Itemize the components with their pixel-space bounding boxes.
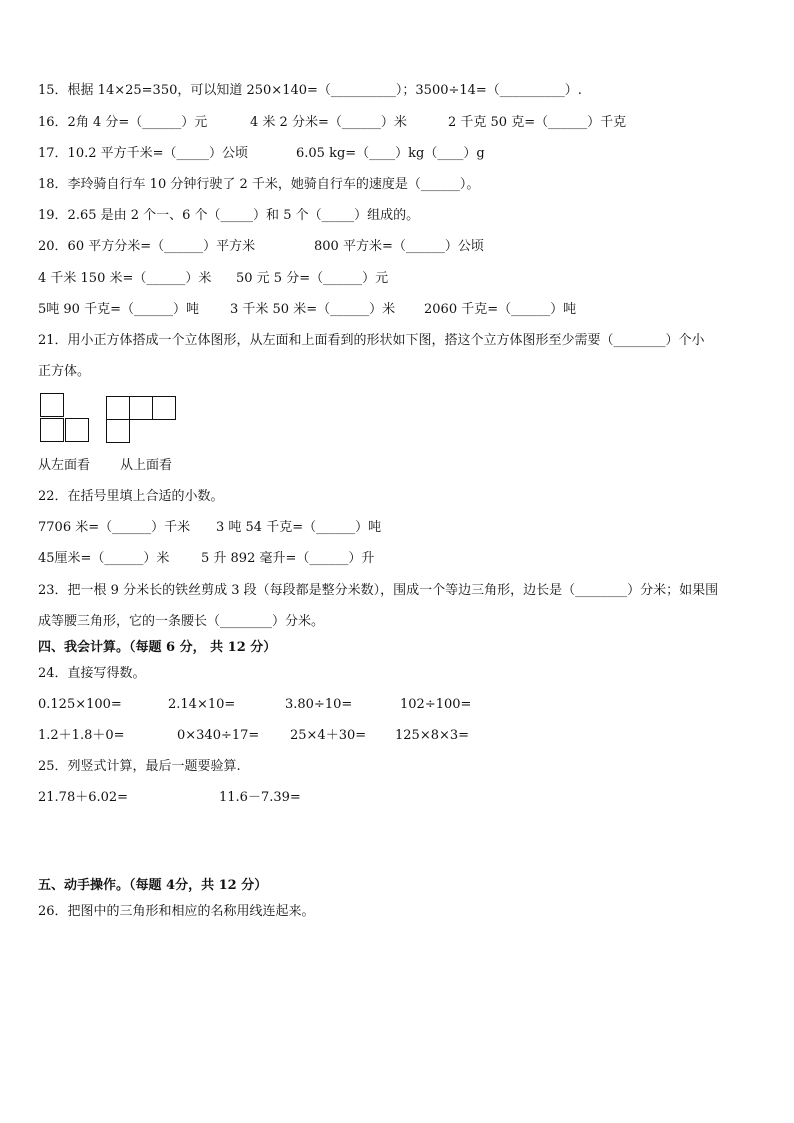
question-22-part-d: 5 升 892 毫升=（______）升 — [201, 551, 375, 566]
vertical-calc-b: 11.6－7.39= — [219, 790, 301, 805]
question-17-part-a: 17．10.2 平方千米=（_____）公顷 — [38, 146, 249, 161]
question-17-part-b: 6.05 kg=（____）kg（____）g — [296, 146, 485, 161]
question-20-part-c: 4 千米 150 米=（______）米 — [38, 271, 212, 286]
vertical-calc-a: 21.78＋6.02= — [38, 790, 129, 805]
section-4-heading: 四、我会计算。（每题 6 分， 共 12 分） — [38, 640, 277, 655]
left-view-caption: 从左面看 — [38, 458, 91, 473]
question-20-part-a: 20．60 平方分米=（______）平方米 — [38, 239, 256, 254]
calc-item: 0.125×100= — [38, 697, 122, 712]
question-20-part-b: 800 平方米=（______）公顷 — [314, 239, 484, 254]
question-22-part-c: 45厘米=（______）米 — [38, 551, 170, 566]
calc-item: 2.14×10= — [168, 697, 236, 712]
calc-item: 102÷100= — [400, 697, 472, 712]
question-22-part-b: 3 吨 54 千克=（______）吨 — [216, 520, 382, 535]
question-26: 26．把图中的三角形和相应的名称用线连起来。 — [38, 904, 315, 919]
left-view-square — [65, 418, 89, 442]
calc-item: 25×4＋30= — [290, 728, 367, 743]
calc-item: 0×340÷17= — [177, 728, 260, 743]
question-16-part-b: 4 米 2 分米=（______）米 — [250, 115, 407, 130]
section-5-heading: 五、动手操作。（每题 4分，共 12 分） — [38, 878, 268, 893]
question-15: 15．根据 14×25=350，可以知道 250×140=（__________）；3500÷14=（__________）. — [38, 83, 582, 98]
left-view-square — [40, 393, 64, 417]
question-23-line-1: 23．把一根 9 分米长的铁丝剪成 3 段（每段都是整分米数），围成一个等边三角形，边长是（________）分米；如果围 — [38, 583, 719, 598]
question-20-part-f: 3 千米 50 米=（______）米 — [230, 302, 396, 317]
question-22-title: 22．在括号里填上合适的小数。 — [38, 489, 224, 504]
question-22-part-a: 7706 米=（______）千米 — [38, 520, 191, 535]
question-21-line-1: 21．用小正方体搭成一个立体图形，从左面和上面看到的形状如下图，搭这个立方体图形至少需要（________）个小 — [38, 333, 705, 348]
top-view-square — [129, 396, 153, 420]
question-25-title: 25．列竖式计算，最后一题要验算. — [38, 759, 241, 774]
question-16-part-c: 2 千克 50 克=（______）千克 — [448, 115, 627, 130]
top-view-figure — [106, 396, 176, 444]
top-view-square — [106, 419, 130, 443]
question-20-part-d: 50 元 5 分=（______）元 — [236, 271, 389, 286]
question-21-line-2: 正方体。 — [38, 364, 91, 379]
question-19: 19．2.65 是由 2 个一、6 个（_____）和 5 个（_____）组成的。 — [38, 208, 420, 223]
calc-item: 3.80÷10= — [285, 697, 353, 712]
calc-item: 1.2＋1.8＋0= — [38, 728, 125, 743]
top-view-square — [106, 396, 130, 420]
calc-item: 125×8×3= — [395, 728, 470, 743]
top-view-caption: 从上面看 — [120, 458, 173, 473]
question-23-line-2: 成等腰三角形，它的一条腰长（________）分米。 — [38, 614, 325, 629]
top-view-square — [152, 396, 176, 420]
question-20-part-e: 5吨 90 千克=（______）吨 — [38, 302, 199, 317]
question-20-part-g: 2060 千克=（______）吨 — [424, 302, 577, 317]
left-view-figure — [40, 393, 92, 445]
question-16-part-a: 16．2角 4 分=（______）元 — [38, 115, 208, 130]
question-24-title: 24．直接写得数。 — [38, 666, 146, 681]
left-view-square — [40, 418, 64, 442]
question-18: 18．李玲骑自行车 10 分钟行驶了 2 千米，她骑自行车的速度是（______）。 — [38, 177, 480, 192]
